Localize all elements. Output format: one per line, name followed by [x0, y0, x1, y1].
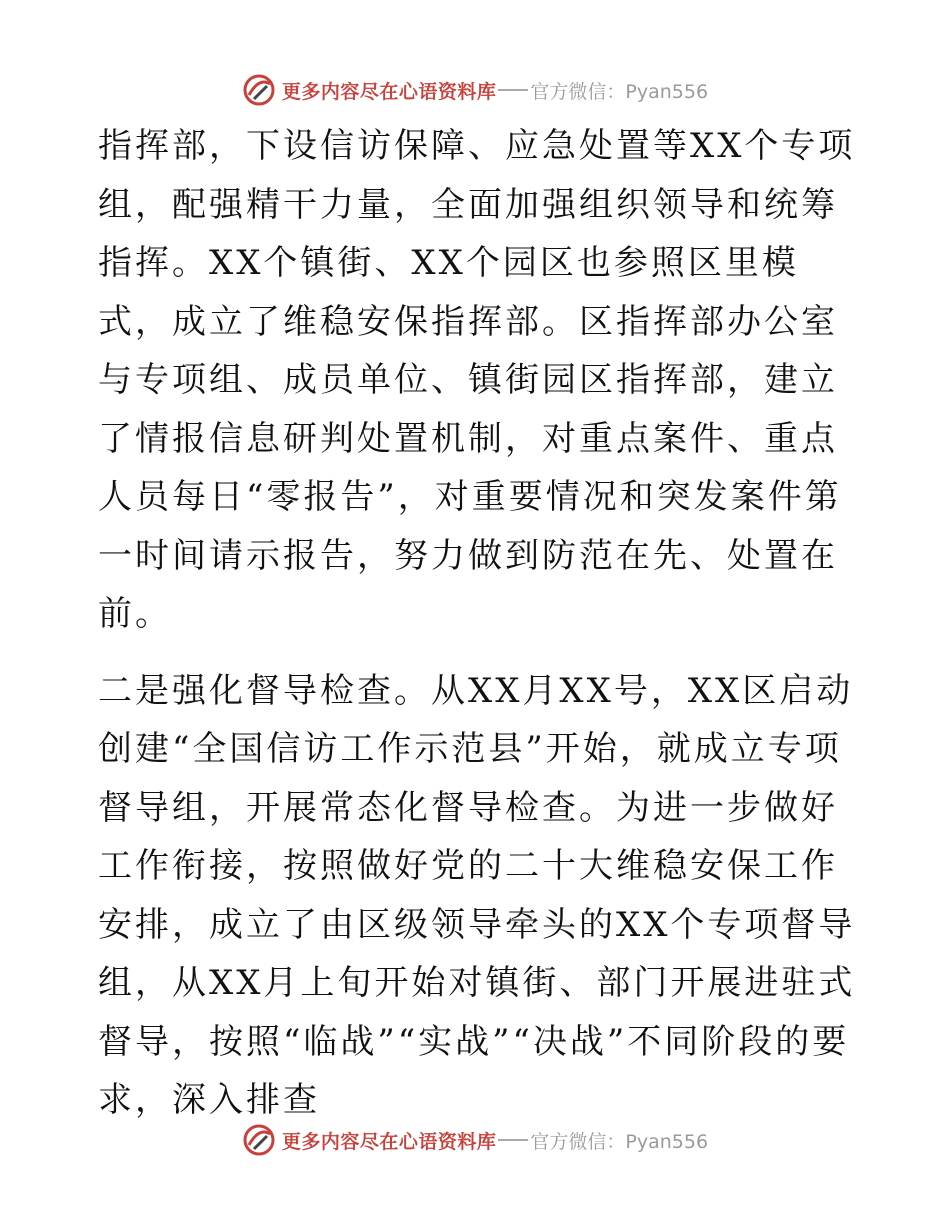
header-dash	[498, 89, 528, 91]
header-banner	[0, 70, 950, 110]
footer-dash	[498, 1139, 528, 1141]
footer-account-text: 官方微信：Pyan556	[530, 1130, 709, 1153]
document-body	[98, 117, 858, 1130]
seal-logo-icon	[242, 73, 276, 107]
footer-site-text: 更多内容尽在心语资料库	[281, 1130, 497, 1153]
footer-banner	[0, 1120, 950, 1160]
seal-logo-icon	[242, 1123, 276, 1157]
header-site-text: 更多内容尽在心语资料库	[281, 80, 497, 103]
paragraph: 二是强化督导检查。从XX月XX号，XX区启动创建“全国信访工作示范县”开始，就成立专项督导组，开展常态化督导检查。为进一步做好工作衔接，按照做好党的二十大维稳安保工作安排，成立了由区级领导牵头的XX个专项督导组，从XX月上旬开始对镇街、部门开展进驻式督导，按照“临战”“实战”“决战”不同阶段的要求，深入排查	[98, 670, 856, 1120]
paragraph: 指挥部，下设信访保障、应急处置等XX个专项组，配强精干力量，全面加强组织领导和统筹指挥。XX个镇街、XX个园区也参照区里模式，成立了维稳安保指挥部。区指挥部办公室与专项组、成员单位、镇街园区指挥部，建立了情报信息研判处置机制，对重点案件、重点人员每日“零报告”，对重要情况和突发案件第一时间请示报告，努力做到防范在先、处置在前。	[98, 126, 856, 634]
header-account-text: 官方微信：Pyan556	[530, 80, 709, 103]
